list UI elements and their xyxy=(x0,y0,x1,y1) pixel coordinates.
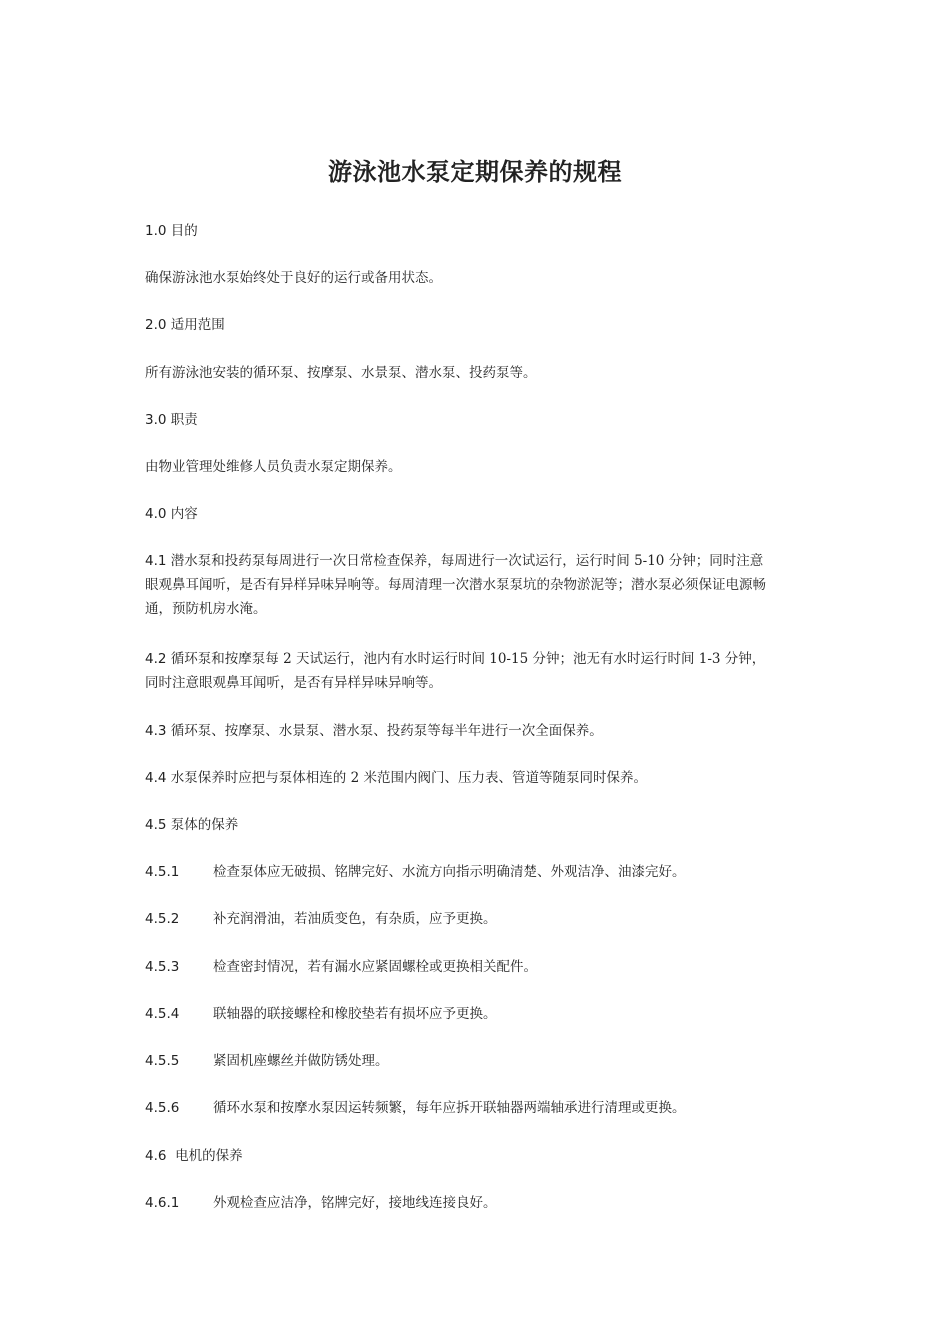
paragraph-4-5: 4.5 泵体的保养 xyxy=(145,817,239,833)
paragraph-4-1 xyxy=(145,549,810,621)
list-item: 4.5.4 联轴器的联接螺栓和橡胶垫若有损坏应予更换。 xyxy=(145,1006,497,1022)
page-title: 游泳池水泵定期保养的规程 xyxy=(328,157,622,186)
list-item: 4.5.1 检查泵体应无破损、铭牌完好、水流方向指示明确清楚、外观洁净、油漆完好。 xyxy=(145,864,686,880)
paragraph-4-6: 4.6 电机的保养 xyxy=(145,1148,243,1164)
section-body-responsibility: 由物业管理处维修人员负责水泵定期保养。 xyxy=(145,459,402,475)
section-heading-responsibility: 3.0 职责 xyxy=(145,412,198,428)
paragraph-4-3: 4.3 循环泵、按摩泵、水景泵、潜水泵、投药泵等每半年进行一次全面保养。 xyxy=(145,723,603,739)
section-heading-scope: 2.0 适用范围 xyxy=(145,317,225,333)
list-item: 4.6.1 外观检查应洁净，铭牌完好，接地线连接良好。 xyxy=(145,1195,497,1211)
list-item: 4.5.5 紧固机座螺丝并做防锈处理。 xyxy=(145,1053,389,1069)
paragraph-4-2 xyxy=(145,647,810,695)
section-heading-purpose: 1.0 目的 xyxy=(145,223,198,239)
list-item: 4.5.3 检查密封情况，若有漏水应紧固螺栓或更换相关配件。 xyxy=(145,959,537,975)
list-item: 4.5.6 循环水泵和按摩水泵因运转频繁，每年应拆开联轴器两端轴承进行清理或更换。 xyxy=(145,1100,686,1116)
paragraph-4-2-line2: 同时注意眼观鼻耳闻听，是否有异样异味异响等。 xyxy=(145,675,442,691)
paragraph-4-1-line3: 通，预防机房水淹。 xyxy=(145,601,267,617)
paragraph-4-4: 4.4 水泵保养时应把与泵体相连的 2 米范围内阀门、压力表、管道等随泵同时保养。 xyxy=(145,770,647,786)
list-item: 4.5.2 补充润滑油，若油质变色，有杂质，应予更换。 xyxy=(145,911,497,927)
section-heading-content: 4.0 内容 xyxy=(145,506,198,522)
section-body-purpose: 确保游泳池水泵始终处于良好的运行或备用状态。 xyxy=(145,270,442,286)
paragraph-4-1-line2: 眼观鼻耳闻听，是否有异样异味异响等。每周清理一次潜水泵泵坑的杂物淤泥等；潜水泵必须保证电源畅 xyxy=(145,577,766,593)
paragraph-4-1-line1: 4.1 潜水泵和投药泵每周进行一次日常检查保养，每周进行一次试运行，运行时间 5-10 分钟；同时注意 xyxy=(145,553,764,569)
section-body-scope: 所有游泳池安装的循环泵、按摩泵、水景泵、潜水泵、投药泵等。 xyxy=(145,365,537,381)
paragraph-4-2-line1: 4.2 循环泵和按摩泵每 2 天试运行，池内有水时运行时间 10-15 分钟；池无有水时运行时间 1-3 分钟， xyxy=(145,651,766,667)
